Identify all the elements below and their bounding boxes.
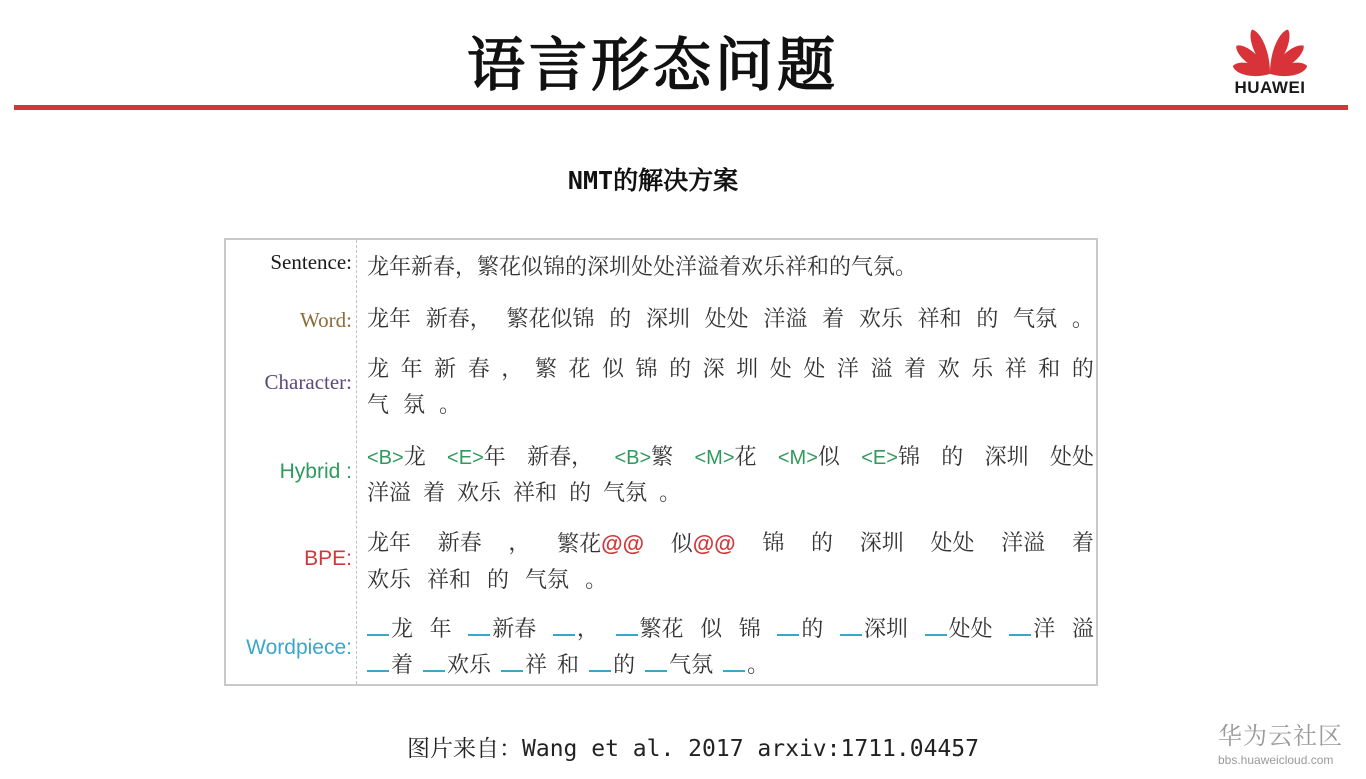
token: 洋溢 (367, 481, 412, 506)
token: 圳 (736, 357, 759, 382)
token: 洋溢 (763, 307, 808, 332)
token: 的 (941, 445, 964, 470)
token: 深 (702, 357, 725, 382)
token (423, 648, 491, 684)
token: 洋 (836, 357, 859, 382)
token (468, 612, 536, 648)
token: 溢 (1071, 617, 1094, 642)
token: 深圳 (645, 307, 690, 332)
token: 的 (1071, 357, 1094, 382)
token (367, 612, 413, 648)
token: 祥和 (917, 307, 962, 332)
bpe-marker: @@ (692, 531, 736, 556)
hybrid-tag: <E> (447, 447, 484, 469)
token: 新 (434, 357, 457, 382)
wordpiece-boundary (840, 634, 862, 636)
token: 龙年 (367, 307, 412, 332)
token: 。 (439, 393, 462, 418)
subtitle: NMT的解决方案 (567, 166, 739, 195)
token: 的 (569, 481, 592, 506)
token: 着 (822, 307, 845, 332)
token: 处 (803, 357, 826, 382)
token (616, 612, 684, 648)
row-label: Sentence: (270, 250, 352, 274)
token: 气氛 (525, 568, 570, 593)
token: 欢乐 (858, 307, 903, 332)
token: 似 (700, 617, 723, 642)
hybrid-char: 年 (483, 445, 506, 470)
wordpiece-boundary (777, 634, 799, 636)
wordpiece-boundary (367, 634, 389, 636)
token: 着 (1071, 531, 1094, 556)
row-content (367, 526, 1094, 599)
token: 和 (557, 653, 580, 678)
token: ， (501, 357, 524, 382)
wordpiece-boundary (423, 670, 445, 672)
column-divider (356, 240, 357, 684)
token: 年 (429, 617, 452, 642)
token: 祥 (1004, 357, 1027, 382)
token: 处处 (1049, 445, 1094, 470)
wordpiece-boundary (501, 670, 523, 672)
row-label: Hybrid : (279, 460, 352, 483)
token: 着 (904, 357, 927, 382)
watermark-title: 华为云社区 (1218, 722, 1343, 750)
huawei-logo (1210, 14, 1330, 100)
token (645, 648, 713, 684)
token: 处处 (930, 531, 975, 556)
token (367, 648, 413, 684)
token: 氛 (403, 393, 426, 418)
wordpiece-text: 处处 (948, 617, 993, 642)
token: 处处 (704, 307, 749, 332)
token: 繁 (534, 357, 557, 382)
citation: 图片来自：Wang et al. 2017 arxiv:1711.04457 (407, 736, 979, 762)
wordpiece-boundary (723, 670, 745, 672)
token: 欢乐 (367, 568, 412, 593)
wordpiece-text: 欢乐 (447, 653, 492, 678)
token: 的 (609, 307, 632, 332)
token (501, 648, 547, 684)
token: 处 (769, 357, 792, 382)
token (723, 648, 769, 684)
watermark (1218, 716, 1348, 767)
token: 锦 (635, 357, 658, 382)
row-label: Character: (264, 370, 352, 394)
row-content (367, 612, 1094, 684)
token (777, 612, 823, 648)
wordpiece-text: 的 (613, 653, 636, 678)
token: 。 (585, 568, 608, 593)
wordpiece-text: 龙 (391, 617, 414, 642)
wordpiece-boundary (589, 670, 611, 672)
wordpiece-boundary (553, 634, 575, 636)
token: 。 (659, 481, 682, 506)
bpe-piece: 繁花 (557, 532, 602, 557)
huawei-petals-icon (1210, 14, 1330, 78)
token: 繁花似锦 (506, 307, 595, 332)
token (1009, 612, 1055, 648)
wordpiece-boundary (367, 670, 389, 672)
row-content (367, 302, 1094, 338)
token: 龙年 (367, 531, 412, 556)
token: 新春， (425, 307, 492, 332)
token: 的 (669, 357, 692, 382)
token: 似 (601, 357, 624, 382)
token: 祥和 (427, 568, 472, 593)
token (694, 440, 756, 476)
wordpiece-boundary (925, 634, 947, 636)
row-label: BPE: (304, 547, 352, 570)
token: 年 (400, 357, 423, 382)
token: 和 (1038, 357, 1061, 382)
token: 的 (976, 307, 999, 332)
token: 祥和 (513, 481, 558, 506)
token: 深圳 (859, 531, 904, 556)
wordpiece-text: 深圳 (864, 617, 909, 642)
row-label: Wordpiece: (246, 636, 352, 659)
wordpiece-boundary (468, 634, 490, 636)
token: 的 (487, 568, 510, 593)
hybrid-char: 龙 (403, 445, 426, 470)
wordpiece-text: 的 (801, 617, 824, 642)
token: 着 (423, 481, 446, 506)
wordpiece-text: 繁花 (639, 617, 684, 642)
title-divider (14, 105, 1348, 110)
token: 龙年新春，繁花似锦的深圳处处洋溢着欢乐祥和的气氛。 (367, 255, 918, 280)
token: 的 (811, 531, 834, 556)
token: 深圳 (984, 445, 1029, 470)
token (553, 612, 599, 648)
token: 洋溢 (1001, 531, 1046, 556)
token: 气 (367, 393, 390, 418)
token: 龙 (367, 357, 390, 382)
row-content (367, 250, 1094, 286)
token: 锦 (738, 617, 761, 642)
hybrid-tag: <M> (777, 447, 818, 469)
token: 气氛 (1013, 307, 1058, 332)
logo-wordmark: HUAWEI (1234, 78, 1306, 97)
wordpiece-text: ， (576, 617, 599, 642)
token (861, 440, 920, 476)
token (778, 440, 840, 476)
row-content (367, 352, 1094, 424)
row-label: Word: (300, 308, 352, 332)
token (557, 526, 644, 563)
token (447, 440, 506, 476)
wordpiece-text: 新春 (492, 617, 537, 642)
segmentation-table (224, 238, 1098, 686)
hybrid-char: 似 (817, 445, 840, 470)
wordpiece-boundary (1009, 634, 1031, 636)
wordpiece-text: 祥 (525, 653, 548, 678)
token (671, 526, 736, 563)
watermark-url: bbs.huaweicloud.com (1218, 753, 1334, 767)
token (614, 440, 673, 476)
token: 新春 (437, 531, 482, 556)
token: 新春， (527, 445, 594, 470)
hybrid-char: 繁 (651, 445, 674, 470)
row-content (367, 440, 1094, 512)
wordpiece-text: 洋 (1033, 617, 1056, 642)
token (367, 440, 426, 476)
wordpiece-text: 气氛 (669, 653, 714, 678)
token: 春 (467, 357, 490, 382)
token: 气氛 (603, 481, 648, 506)
token: 欢乐 (457, 481, 502, 506)
bpe-marker: @@ (601, 531, 645, 556)
hybrid-char: 花 (734, 445, 757, 470)
bpe-piece: 似 (670, 532, 693, 557)
token: 花 (568, 357, 591, 382)
token (840, 612, 908, 648)
wordpiece-text: 着 (391, 653, 414, 678)
hybrid-tag: <B> (367, 447, 404, 469)
wordpiece-boundary (616, 634, 638, 636)
token (589, 648, 635, 684)
token: 欢 (937, 357, 960, 382)
token: 锦 (762, 531, 785, 556)
hybrid-tag: <M> (694, 447, 735, 469)
token: 乐 (971, 357, 994, 382)
token: ， (508, 531, 531, 556)
slide-title: 语言形态问题 (466, 31, 839, 99)
wordpiece-boundary (645, 670, 667, 672)
hybrid-tag: <B> (614, 447, 652, 469)
token (925, 612, 993, 648)
hybrid-tag: <E> (861, 447, 898, 469)
wordpiece-text: 。 (747, 653, 770, 678)
hybrid-char: 锦 (897, 445, 920, 470)
token: 溢 (870, 357, 893, 382)
token: 。 (1071, 307, 1094, 332)
